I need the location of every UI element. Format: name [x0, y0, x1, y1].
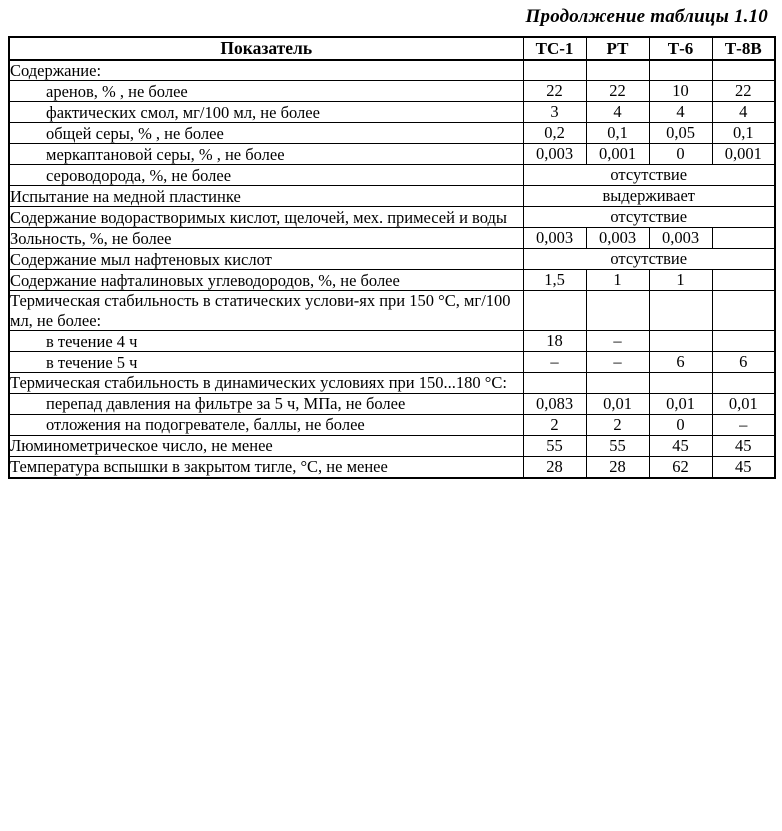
table-row: [9, 102, 775, 123]
row-value-merged: отсутствие: [523, 249, 775, 270]
row-label: фактических смол, мг/100 мл, не более: [9, 102, 523, 123]
table-row: [9, 60, 775, 81]
row-value-t8v: 6: [712, 352, 775, 373]
row-label: сероводорода, %, не более: [9, 165, 523, 186]
table-row: [9, 123, 775, 144]
row-label: в течение 5 ч: [9, 352, 523, 373]
row-label: Температура вспышки в закрытом тигле, °С, не менее: [9, 456, 523, 478]
row-value-t8v: –: [712, 414, 775, 435]
table-body: [9, 60, 775, 478]
row-value-ts1: 0,003: [523, 228, 586, 249]
row-value-ts1: [523, 291, 586, 331]
row-value-ts1: 28: [523, 456, 586, 478]
row-label: Испытание на медной пластинке: [9, 186, 523, 207]
table-row: [9, 456, 775, 478]
row-value-t6: 0,05: [649, 123, 712, 144]
table-row: [9, 207, 775, 228]
row-label: Зольность, %, не более: [9, 228, 523, 249]
row-value-t6: 62: [649, 456, 712, 478]
row-value-t8v: [712, 270, 775, 291]
row-label: Термическая стабильность в статических услови-ях при 150 °С, мг/100 мл, не более:: [9, 291, 523, 331]
row-value-ts1: [523, 373, 586, 393]
row-value-merged: отсутствие: [523, 165, 775, 186]
row-value-t8v: [712, 291, 775, 331]
row-value-ts1: 0,083: [523, 393, 586, 414]
row-label: в течение 4 ч: [9, 331, 523, 352]
row-value-t8v: 45: [712, 456, 775, 478]
table-caption: Продолжение таблицы 1.10: [525, 6, 768, 27]
row-value-rt: 28: [586, 456, 649, 478]
table-row: [9, 331, 775, 352]
row-value-rt: 0,01: [586, 393, 649, 414]
row-value-t6: 4: [649, 102, 712, 123]
row-value-t6: 0: [649, 414, 712, 435]
column-header-t8v: Т-8В: [712, 37, 775, 60]
row-value-rt: –: [586, 331, 649, 352]
row-value-t8v: 0,01: [712, 393, 775, 414]
row-value-t6: 6: [649, 352, 712, 373]
row-value-ts1: 0,2: [523, 123, 586, 144]
row-value-ts1: 18: [523, 331, 586, 352]
row-value-t8v: [712, 373, 775, 393]
table-row: [9, 228, 775, 249]
row-value-t8v: [712, 228, 775, 249]
row-label: Содержание водорастворимых кислот, щелочей, мех. примесей и воды: [9, 207, 523, 228]
row-label: перепад давления на фильтре за 5 ч, МПа, не более: [9, 393, 523, 414]
row-value-t6: 45: [649, 435, 712, 456]
table-row: [9, 144, 775, 165]
table-row: [9, 249, 775, 270]
row-value-ts1: [523, 60, 586, 81]
row-label: Термическая стабильность в динамических условиях при 150...180 °С:: [9, 373, 523, 393]
row-value-rt: [586, 291, 649, 331]
table-row: [9, 165, 775, 186]
row-label: Содержание нафталиновых углеводородов, %, не более: [9, 270, 523, 291]
row-value-t6: 0,003: [649, 228, 712, 249]
row-value-rt: 0,1: [586, 123, 649, 144]
row-value-t8v: 22: [712, 81, 775, 102]
row-value-rt: 0,001: [586, 144, 649, 165]
row-value-rt: 2: [586, 414, 649, 435]
row-value-rt: 55: [586, 435, 649, 456]
column-header-rt: РТ: [586, 37, 649, 60]
table-row: [9, 186, 775, 207]
row-value-rt: –: [586, 352, 649, 373]
row-value-t6: [649, 60, 712, 81]
row-value-t8v: [712, 60, 775, 81]
row-value-rt: [586, 373, 649, 393]
row-value-t6: [649, 373, 712, 393]
table-row: [9, 81, 775, 102]
row-label: Люминометрическое число, не менее: [9, 435, 523, 456]
row-value-ts1: –: [523, 352, 586, 373]
row-label: Содержание:: [9, 60, 523, 81]
row-value-ts1: 22: [523, 81, 586, 102]
column-header-indicator: Показатель: [9, 37, 523, 60]
column-header-t6: Т-6: [649, 37, 712, 60]
row-value-t8v: 0,001: [712, 144, 775, 165]
row-label: Содержание мыл нафтеновых кислот: [9, 249, 523, 270]
row-value-ts1: 3: [523, 102, 586, 123]
row-value-rt: 1: [586, 270, 649, 291]
row-value-t6: 10: [649, 81, 712, 102]
row-value-rt: 4: [586, 102, 649, 123]
row-label: отложения на подогревателе, баллы, не более: [9, 414, 523, 435]
row-value-t6: [649, 331, 712, 352]
row-value-ts1: 1,5: [523, 270, 586, 291]
row-value-ts1: 55: [523, 435, 586, 456]
table-row: [9, 291, 775, 331]
table-row: [9, 435, 775, 456]
row-label: аренов, % , не более: [9, 81, 523, 102]
table-row: [9, 270, 775, 291]
row-value-t6: 0: [649, 144, 712, 165]
specification-table: [8, 36, 776, 479]
table-row: [9, 393, 775, 414]
row-value-t6: 0,01: [649, 393, 712, 414]
row-value-t8v: 45: [712, 435, 775, 456]
table-header-row: [9, 37, 775, 60]
row-value-t8v: [712, 331, 775, 352]
table-header: [9, 37, 775, 60]
row-value-t6: [649, 291, 712, 331]
table-row: [9, 414, 775, 435]
row-value-t6: 1: [649, 270, 712, 291]
row-value-merged: выдерживает: [523, 186, 775, 207]
row-value-rt: 0,003: [586, 228, 649, 249]
row-value-t8v: 0,1: [712, 123, 775, 144]
row-value-ts1: 0,003: [523, 144, 586, 165]
row-value-rt: [586, 60, 649, 81]
table-row: [9, 373, 775, 393]
row-value-ts1: 2: [523, 414, 586, 435]
row-value-t8v: 4: [712, 102, 775, 123]
row-value-rt: 22: [586, 81, 649, 102]
table-row: [9, 352, 775, 373]
row-value-merged: отсутствие: [523, 207, 775, 228]
row-label: общей серы, % , не более: [9, 123, 523, 144]
column-header-ts1: ТС-1: [523, 37, 586, 60]
row-label: меркаптановой серы, % , не более: [9, 144, 523, 165]
